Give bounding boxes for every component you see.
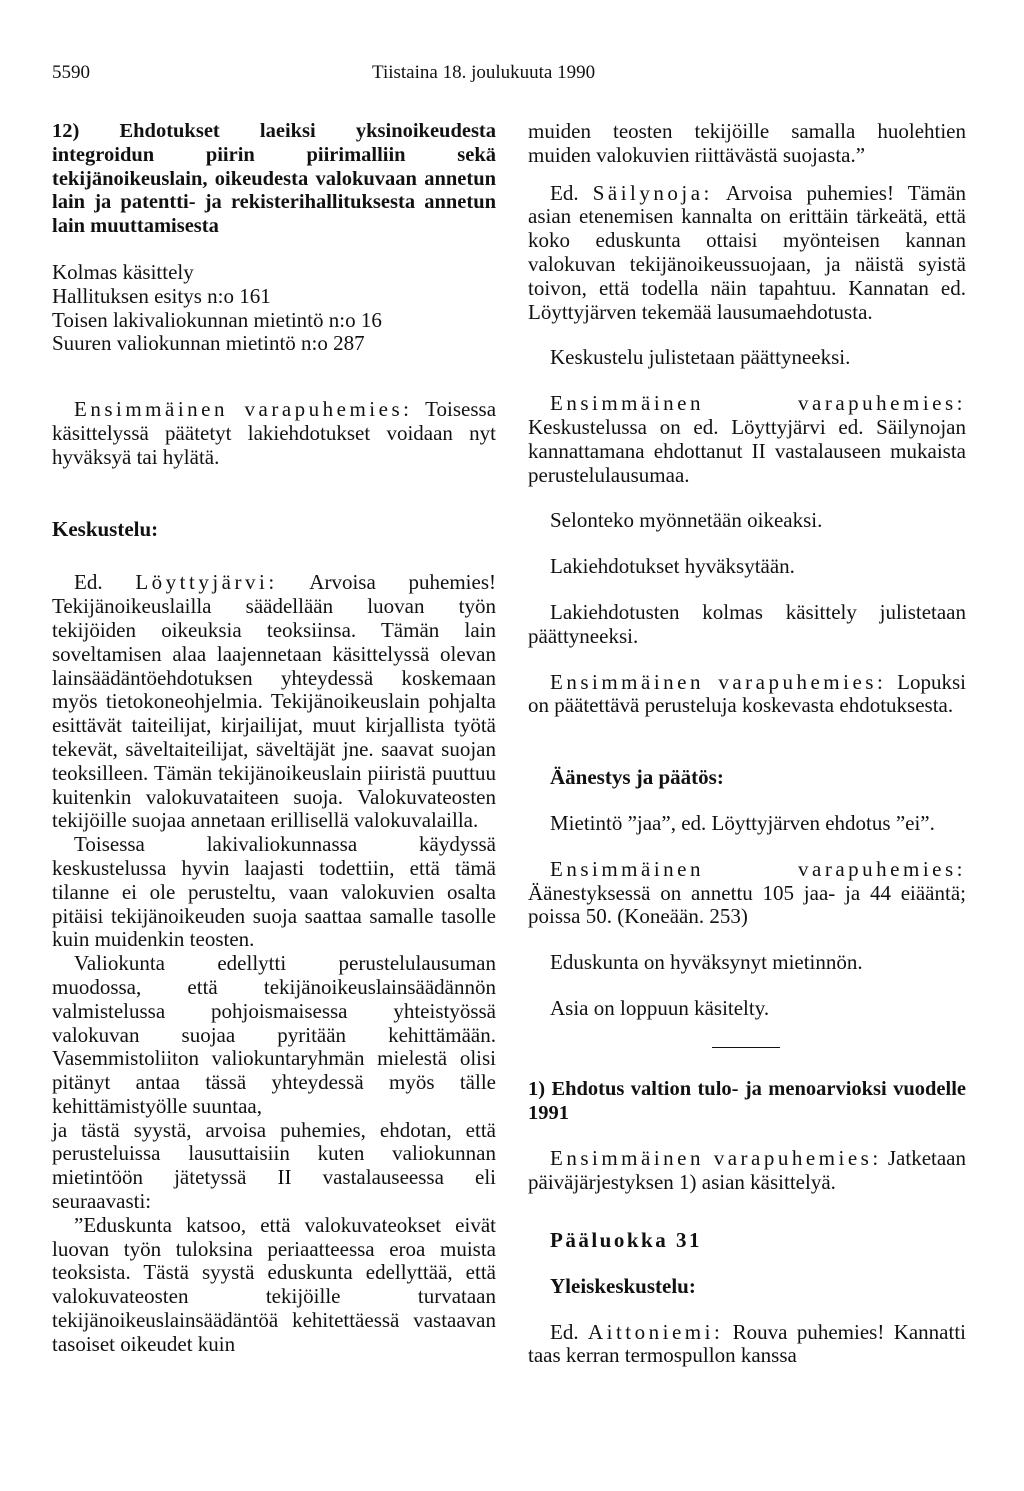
speaker-name: Ensimmäinen varapuhemies: bbox=[550, 856, 966, 881]
speaker-name: Ensimmäinen varapuhemies: bbox=[550, 391, 966, 416]
paragraph: muiden teosten tekijöille samalla huolehtien muiden valokuvien riittävästä suojasta.” bbox=[528, 119, 966, 167]
paragraph: Eduskunta on hyväksynyt mietinnön. bbox=[550, 950, 863, 975]
paragraph: Lakiehdotusten kolmas käsittely julistetaan päättyneeksi. bbox=[528, 599, 966, 648]
main-class-heading: Pääluokka 31 bbox=[550, 1227, 702, 1252]
paragraph: Valiokunta edellytti perustelulausuman muodossa, että tekijänoikeuslainsäädännön valmistelussa pohjoismaisessa yhteistyössä valokuvan suojaa pyritään kehittämään. Vasemmistoliiton valiokuntaryhmän mielestä olisi pitänyt antaa tässä yhteydessä myös tälle kehittämistyölle suuntaa, bbox=[52, 951, 496, 1118]
speech-text: Äänestyksessä on annettu 105 jaa- ja 44 eiääntä; poissa 50. (Koneään. 253) bbox=[528, 880, 966, 929]
agenda-item-title: 12) Ehdotukset laeiksi yksinoikeudesta integroidun piirin piirimalliin sekä tekijänoikeuslain, oikeudesta valokuvaan annetun lain ja patentti- ja rekisterihallituksesta annetun lain muuttamisesta bbox=[52, 120, 496, 238]
detail-government-proposal: Hallituksen esitys n:o 161 bbox=[52, 283, 271, 308]
speech-deputy-speaker-4 bbox=[528, 858, 966, 929]
section-divider bbox=[712, 1047, 780, 1048]
paragraph: ja tästä syystä, arvoisa puhemies, ehdotan, että perusteluissa lausuttaisiin kuten valiokunnan mietintöön jätetyssä II vastalauseessa eli seuraavasti: bbox=[52, 1117, 496, 1214]
page-header bbox=[52, 62, 968, 92]
speaker-name: Ensimmäinen varapuhemies: bbox=[74, 397, 413, 422]
right-column bbox=[528, 120, 966, 1368]
speech-text: Lopuksi on päätettävä perusteluja koskevasta ehdotuksesta. bbox=[528, 669, 966, 718]
speech-text: Arvoisa puhemies! Tämän asian etenemisen kannalta on erittäin tärkeätä, että koko eduskunta ottaisi myönteisen kannan valokuvan tekijänoikeussuojaan, ja näistä syistä toivon, että todella näin tapahtuu. Kannatan ed. Löyttyjärven tekemää lausumaehdotusta. bbox=[528, 180, 967, 324]
ed-prefix: Ed. bbox=[74, 570, 103, 595]
paragraph: Toisessa lakivaliokunnassa käydyssä keskustelussa hyvin laajasti todettiin, että tämä tilanne ei ole perusteltu, vaan valokuvien osalta pitäisi tekijänoikeuden suoja saattaa samalle tasolle kuin muidenkin teosten. bbox=[52, 832, 496, 952]
speech-text: Keskustelussa on ed. Löyttyjärvi ed. Säilynojan kannattamana ehdottanut II vastalauseen mukaista perustelulausumaa. bbox=[528, 414, 966, 487]
session-date: Tiistaina 18. joulukuuta 1990 bbox=[372, 62, 596, 83]
speech-text: Rouva puhemies! Kannatti taas kerran termospullon kanssa bbox=[528, 1319, 967, 1368]
speech-deputy-speaker-5 bbox=[528, 1147, 966, 1195]
speech-sailynoja bbox=[528, 182, 966, 325]
page-number: 5590 bbox=[52, 62, 90, 83]
discussion-heading: Keskustelu: bbox=[52, 516, 159, 541]
speech-deputy-speaker-1 bbox=[52, 398, 496, 469]
speech-deputy-speaker-3 bbox=[528, 671, 966, 719]
speaker-name: Aittoniemi: bbox=[587, 1319, 724, 1344]
ed-prefix: Ed. bbox=[550, 180, 579, 205]
paragraph: Keskustelu julistetaan päättyneeksi. bbox=[550, 345, 851, 370]
detail-committee-report: Toisen lakivaliokunnan mietintö n:o 16 bbox=[52, 307, 382, 332]
speech-text: Jatketaan päiväjärjestyksen 1) asian käsittelyä. bbox=[528, 1146, 966, 1195]
procedure-details bbox=[52, 261, 496, 356]
section-title: 1) Ehdotus valtion tulo- ja menoarvioksi vuodelle 1991 bbox=[528, 1077, 966, 1124]
speaker-name: Ensimmäinen varapuhemies: bbox=[550, 669, 887, 694]
paragraph: Asia on loppuun käsitelty. bbox=[550, 995, 770, 1020]
detail-grand-committee-report: Suuren valiokunnan mietintö n:o 287 bbox=[52, 331, 365, 356]
proposed-statement: ”Eduskunta katsoo, että valokuvateokset eivät luovan työn tuloksina periaatteessa eroa muista teoksista. Tästä syystä eduskunta edellyttää, että valokuvateosten tekijöille turvataan tekijänoikeuslainsäädäntöä kehitettäessä vastaavan tasoiset oikeudet kuin bbox=[52, 1212, 496, 1356]
speaker-name: Ensimmäinen varapuhemies: bbox=[550, 1146, 882, 1171]
speaker-name: Säilynoja: bbox=[592, 180, 713, 205]
speech-text: Toisessa käsittelyssä päätetyt lakiehdotukset voidaan nyt hyväksyä tai hylätä. bbox=[52, 397, 497, 469]
vote-heading: Äänestys ja päätös: bbox=[550, 765, 724, 790]
detail-reading: Kolmas käsittely bbox=[52, 259, 194, 284]
speech-loyttyjarvi bbox=[52, 571, 496, 833]
left-column bbox=[52, 120, 496, 1357]
paragraph: Mietintö ”jaa”, ed. Löyttyjärven ehdotus ”ei”. bbox=[550, 810, 935, 835]
paragraph: Lakiehdotukset hyväksytään. bbox=[550, 554, 795, 579]
speech-aittoniemi bbox=[528, 1321, 966, 1369]
general-discussion-heading: Yleiskeskustelu: bbox=[550, 1273, 696, 1298]
paragraph: Selonteko myönnetään oikeaksi. bbox=[550, 508, 823, 533]
speech-deputy-speaker-2 bbox=[528, 392, 966, 487]
speech-text: Arvoisa puhemies! Tekijänoikeuslailla säädellään luovan työn tekijöiden oikeuksia teoksiinsa. Tämän lain soveltamisen alaa laajennetaan käsittelyssä olevan lainsäädäntöehdotuksen yhteydessä koskemaan myös tietokoneohjelmia. Tekijänoikeuslain pohjalta esittävät taiteilijat, kirjailijat, muut kirjallista työtä tekevät, säveltaiteilijat, säveltäjät jne. saavat suojan teoksilleen. Tämän tekijänoikeuslain piiristä puuttuu kuitenkin valokuvataiteen suoja. Valokuvateosten tekijöille suojaa annetaan erillisellä valokuvalailla. bbox=[52, 570, 497, 833]
ed-prefix: Ed. bbox=[550, 1319, 579, 1344]
speaker-name: Löyttyjärvi: bbox=[135, 570, 278, 595]
